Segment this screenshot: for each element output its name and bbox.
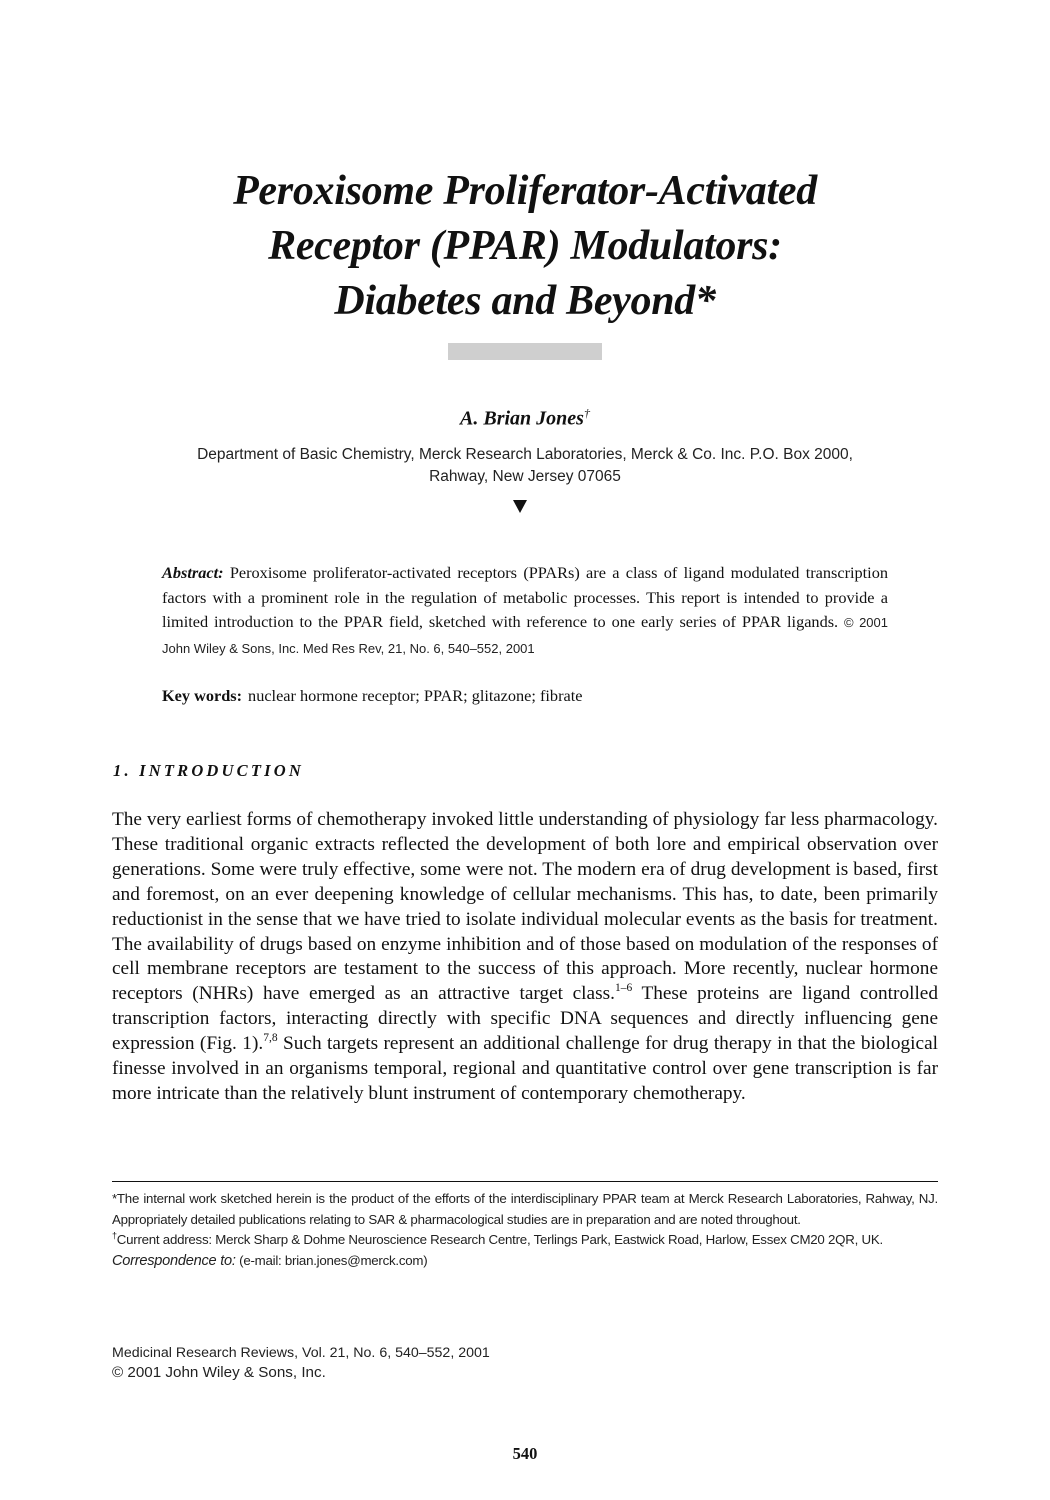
title-divider-bar bbox=[448, 343, 602, 360]
footnote-divider bbox=[112, 1181, 938, 1182]
section-heading-introduction: 1. INTRODUCTION bbox=[113, 761, 305, 780]
footnote-2 bbox=[112, 1230, 938, 1251]
journal-citation: Medicinal Research Reviews, Vol. 21, No. 6, 540–552, 2001 bbox=[112, 1345, 490, 1361]
abstract-citation: © 2001 John Wiley & Sons, Inc. Med Res Rev, 21, No. 6, 540–552, 2001 bbox=[162, 615, 888, 656]
reference-superscript-1: 1–6 bbox=[614, 982, 633, 995]
abstract-text: Peroxisome proliferator-activated receptors (PPARs) are a class of ligand modulated transcription factors with a prominent role in the regulation of metabolic processes. This report is intended to provide a limited introduction to the PPAR field, sketched with reference to one early series of PPAR ligands. bbox=[162, 563, 888, 631]
affiliation-line-2: Rahway, New Jersey 07065 bbox=[429, 468, 621, 485]
abstract-label: Abstract: bbox=[162, 563, 224, 582]
journal-info bbox=[112, 1343, 712, 1383]
page-number: 540 bbox=[512, 1444, 538, 1463]
title-line-2: Receptor (PPAR) Modulators: bbox=[268, 223, 782, 269]
keywords bbox=[162, 684, 888, 708]
correspondence-email: (e-mail: brian.jones@merck.com) bbox=[239, 1252, 428, 1268]
affiliation bbox=[140, 444, 910, 488]
author-footnote-mark: † bbox=[583, 406, 590, 420]
journal-copyright: © 2001 John Wiley & Sons, Inc. bbox=[112, 1364, 326, 1381]
affiliation-line-1: Department of Basic Chemistry, Merck Research Laboratories, Merck & Co. Inc. P.O. Box 2000, bbox=[197, 446, 853, 463]
footnote-2-mark: † bbox=[112, 1230, 117, 1241]
triangle-down-icon bbox=[513, 500, 527, 513]
introduction-text-part-3: Such targets represent an additional challenge for drug therapy in that the biological finesse involved in an organisms temporal, regional and quantitative control over gene transcription is far more intricate than the relatively blunt instrument of contemporary chemotherapy. bbox=[112, 1033, 938, 1104]
correspondence bbox=[112, 1251, 938, 1272]
keywords-label: Key words: bbox=[162, 686, 243, 705]
introduction-text-part-2: These proteins are ligand controlled transcription factors, interacting directly with specific DNA sequences and directly influencing gene expression (Fig. 1). bbox=[112, 983, 938, 1055]
author bbox=[110, 400, 940, 432]
footnote-1: *The internal work sketched herein is the product of the efforts of the interdisciplinary PPAR team at Merck Research Laboratories, Rahway, NJ. Appropriately detailed publications relating to SAR & pharmacological studies are in preparation and are noted throughout. bbox=[112, 1191, 938, 1227]
footnotes bbox=[112, 1189, 938, 1271]
paper-title bbox=[110, 164, 940, 329]
keywords-text: nuclear hormone receptor; PPAR; glitazone; fibrate bbox=[248, 686, 583, 705]
title-line-3: Diabetes and Beyond* bbox=[334, 278, 716, 324]
title-line-1: Peroxisome Proliferator-Activated bbox=[233, 168, 817, 214]
author-name: A. Brian Jones bbox=[460, 407, 584, 430]
abstract bbox=[162, 561, 888, 661]
correspondence-label: Correspondence to: bbox=[112, 1252, 236, 1269]
reference-superscript-2: 7,8 bbox=[263, 1032, 278, 1045]
introduction-text-part-1: The very earliest forms of chemotherapy invoked little understanding of physiology far less pharmacology. These traditional organic extracts reflected the development of both lore and empirical observation over generations. Some were truly effective, some were not. The modern era of drug development is based, first and foremost, on an ever deepening knowledge of cellular mechanisms. This has, to date, been primarily reductionist in the sense that we have tried to isolate individual molecular events as the basis for treatment. The availability of drugs based on enzyme inhibition and of those based on modulation of the responses of cell membrane receptors are testament to the success of this approach. More recently, nuclear hormone receptors (NHRs) have emerged as an attractive target class. bbox=[112, 809, 938, 1005]
introduction-paragraph bbox=[112, 808, 938, 1107]
footnote-2-text: Current address: Merck Sharp & Dohme Neuroscience Research Centre, Terlings Park, Eastwick Road, Harlow, Essex CM20 2QR, UK. bbox=[116, 1232, 883, 1248]
